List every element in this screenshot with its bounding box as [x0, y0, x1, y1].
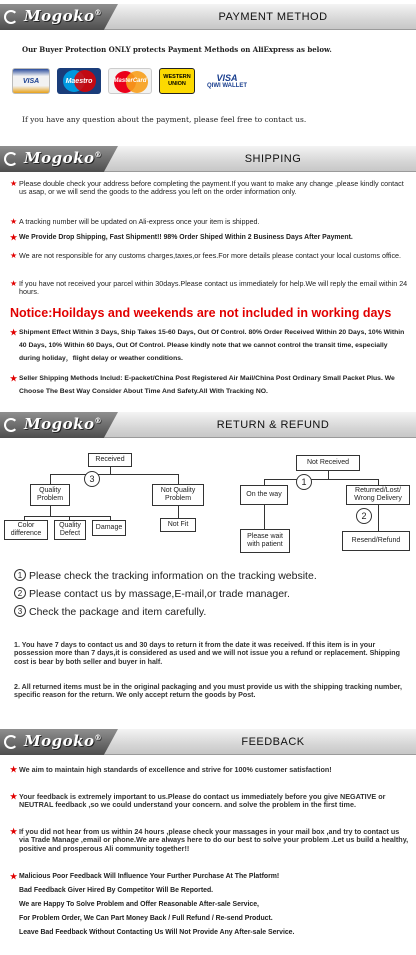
not-received-box: Not Received [296, 455, 360, 471]
payment-title: PAYMENT METHOD [218, 10, 328, 23]
feedback-item: ★ We aim to maintain high standards of excellence and strive for 100% customer satisfaction! [10, 765, 332, 774]
return-rule-1: 1. You have 7 days to contact us and 30 days to return it from the date it was received. If this item is in your possession more than 7 days,it is considered as used and we will not issue you a refund or replacement. Shipping cost is bear by both seller and buyer in half. [14, 641, 400, 666]
qiwi-wallet-icon: VISA QIWI WALLET [202, 68, 252, 94]
shipping-title: SHIPPING [244, 152, 302, 165]
brand-logo: Mogoko® [24, 149, 102, 167]
connector [178, 506, 179, 518]
quality-problem-box: Quality Problem [30, 484, 70, 506]
feedback-item: ★ If you did not hear from us within 24 hours ,please check your massages in your mail box ,and try to contact us via Trade Manage ,email or phone.We are always here to do our best to solve your problem .Let us build a healthy, positive and prosperous Ali community together!! [10, 827, 409, 853]
payment-cards [12, 68, 252, 94]
western-union-card-icon: WESTERN UNION [159, 68, 195, 94]
not-quality-problem-box: Not Quality Problem [152, 484, 204, 506]
shipping-item: ★ If you have not received your parcel within 30days.Please contact us immediately for help.We will reply the email within 24 hours. [10, 279, 408, 297]
connector [50, 474, 51, 484]
connector [264, 505, 265, 529]
shipping-item: ★ We are not responsible for any customs charges,taxes,or fees.For more details please contact your local customs office. [10, 251, 402, 260]
maestro-card-icon: Maestro [57, 68, 101, 94]
connector [50, 506, 51, 516]
payment-protection: Our Buyer Protection ONLY protects Payment Methods on AliExpress as below. [22, 45, 332, 54]
return-step: 2 Please contact us by massage,E-mail,or trade manager. [14, 587, 290, 600]
logo-swirl-icon [4, 152, 18, 166]
on-the-way-box: On the way [240, 485, 288, 505]
return-title: RETURN & REFUND [216, 418, 330, 431]
logo-swirl-icon [4, 418, 18, 432]
feedback-title: FEEDBACK [241, 735, 305, 748]
return-banner [0, 412, 416, 438]
returned-lost-box: Returned/Lost/ Wrong Delivery [346, 485, 410, 505]
not-fit-box: Not Fit [160, 518, 196, 532]
connector [24, 516, 110, 517]
logo-swirl-icon [4, 10, 18, 24]
quality-defect-box: Quality Defect [54, 520, 86, 540]
brand-logo: Mogoko® [24, 732, 102, 750]
visa-card-icon: VISA [12, 68, 50, 94]
shipping-methods: ★ Seller Shipping Methods Includ: E-packet/China Post Registered Air Mail/China Post Ordinary Small Packet Plus. We Choose The Best Way Consider About Time And Safety.All With Tracking NO. [10, 374, 395, 395]
color-difference-box: Color difference [4, 520, 48, 540]
brand-logo: Mogoko® [24, 7, 102, 25]
feedback-banner [0, 729, 416, 755]
return-step: 3 Check the package and item carefully. [14, 605, 206, 618]
damage-box: Damage [92, 520, 126, 536]
connector [328, 471, 329, 479]
step-1-badge: 1 [296, 474, 312, 490]
mastercard-card-icon: MasterCard [108, 68, 152, 94]
shipping-notice: Notice:Hoildays and weekends are not included in working days [10, 306, 392, 320]
step-3-badge: 3 [84, 471, 100, 487]
return-step: 1 Please check the tracking information on the tracking website. [14, 569, 317, 582]
connector [378, 505, 379, 531]
shipping-banner [0, 146, 416, 172]
shipping-item: ★ Please double check your address before completing the payment.If you want to make any change ,please kindly contact us asap, or we will send the goods to the address you left on the order information only. [10, 179, 404, 197]
connector [110, 467, 111, 475]
return-rule-2: 2. All returned items must be in the original packaging and you must provide us with the shipping tracking number, specific reason for the return. We only accept return the goods by Post. [14, 683, 402, 700]
please-wait-box: Please wait with patient [240, 529, 290, 553]
connector [178, 474, 179, 484]
shipping-effect: ★ Shipment Effect Within 3 Days, Ship Takes 15-60 Days, Out Of Control. 80% Order Received Within 20 Days, 10% Within 40 Days, 10% Within 60 Days, Out Of Control. Please kindly note that we cannot control the transit time, especially during holiday，flight delay or weather conditions. [10, 328, 405, 362]
payment-question: If you have any question about the payment, please feel free to contact us. [22, 115, 307, 124]
payment-banner [0, 4, 416, 30]
connector [50, 474, 178, 475]
brand-logo: Mogoko® [24, 415, 102, 433]
shipping-item: ★ We Provide Drop Shipping, Fast Shipment!! 98% Order Shiped Within 2 Business Days After Payment. [10, 233, 353, 242]
connector [264, 479, 378, 480]
step-2-badge: 2 [356, 508, 372, 524]
received-box: Received [88, 453, 132, 467]
logo-swirl-icon [4, 735, 18, 749]
shipping-item: ★ A tracking number will be updated on Ali-express once your item is shipped. [10, 217, 260, 226]
feedback-item: ★ Your feedback is extremely important to us.Please do contact us immediately before you give NEGATIVE or NEUTRAL feedback ,so we could understand your concern. and solve the problem in the first time. [10, 792, 386, 810]
feedback-malicious: ★ Malicious Poor Feedback Will Influence Your Further Purchase At The Platform! Bad Feedback Giver Hired By Competitor Will Be Reported. We are Happy To Solve Problem and Offer Reasonable After-sale Service, For Problem Order, We Can Part Money Back / Full Refund / Re-send Product. Leave Bad Feedback Without Contacting Us Will Not Provide Any After-sale Service. [10, 872, 295, 936]
resend-refund-box: Resend/Refund [342, 531, 410, 551]
